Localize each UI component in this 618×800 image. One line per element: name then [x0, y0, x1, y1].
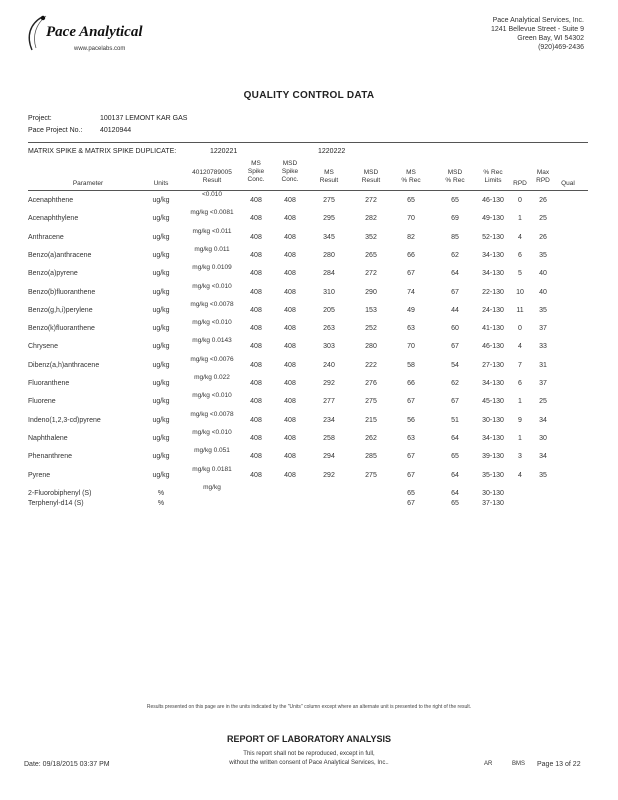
cell-result: mg/kg: [203, 483, 221, 491]
cell-msd-result: 262: [365, 434, 377, 442]
cell-ms-rec: 56: [407, 416, 415, 424]
cell-limits: 46-130: [482, 197, 504, 204]
cell-max-rpd: 35: [539, 251, 547, 259]
cell-max-rpd: 33: [539, 343, 547, 351]
cell-ms-spike: 408: [250, 471, 262, 479]
col-msd-result: MSD Result: [361, 169, 381, 184]
cell-max-rpd: 40: [539, 288, 547, 296]
cell-msd-rec: 51: [451, 416, 459, 424]
section-id-ms: 1220221: [210, 148, 238, 155]
cell-ms-rec: 67: [407, 270, 415, 278]
cell-rpd: 4: [518, 343, 522, 351]
cell-limits: 22-130: [482, 288, 504, 296]
cell-result: mg/kg <0.010: [192, 428, 232, 436]
cell-msd-spike: 408: [284, 251, 296, 259]
cell-ms-rec: 82: [407, 233, 415, 241]
pace-logo: [22, 14, 142, 62]
cell-limits: 34-130: [482, 270, 504, 278]
cell-units: %: [157, 499, 165, 507]
cell-ms-result: 284: [323, 270, 335, 278]
cell-max-rpd: 25: [539, 215, 547, 223]
logo-url: www.pacelabs.com: [74, 46, 126, 52]
cell-ms-rec: 49: [407, 306, 415, 314]
cell-ms-spike: 408: [250, 251, 262, 259]
cell-msd-rec: 64: [451, 471, 459, 479]
cell-msd-result: 153: [365, 306, 377, 314]
address-line: (920)469-2436: [538, 44, 584, 51]
cell-ms-result: 263: [323, 325, 335, 333]
cell-result: mg/kg 0.011: [194, 245, 230, 253]
cell-param: Acenaphthylene: [28, 215, 79, 223]
col-msd-rec: MSD % Rec: [445, 169, 465, 184]
col-ms-spike: MS Spike Conc.: [247, 160, 265, 183]
initials: AR: [484, 761, 493, 767]
disclaimer: This report shall not be reproduced, except in full, without the written consent of Pace Analytical Services, Inc..: [229, 751, 389, 766]
section-label: MATRIX SPIKE & MATRIX SPIKE DUPLICATE:: [28, 148, 177, 155]
cell-msd-rec: 65: [451, 197, 459, 204]
cell-result: mg/kg 0.0109: [192, 264, 232, 272]
bms-marker: BMS: [512, 761, 526, 767]
cell-limits: 39-130: [482, 453, 504, 461]
cell-msd-result: 290: [365, 288, 377, 296]
cell-result: mg/kg <0.0078: [190, 300, 234, 308]
units-note: Results presented on this page are in the units indicated by the "Units" column except where an alternate unit is presented to the right of the result.: [146, 704, 472, 710]
cell-limits: 46-130: [482, 343, 504, 351]
cell-msd-result: 352: [365, 233, 377, 241]
cell-result: mg/kg <0.011: [192, 227, 232, 235]
cell-max-rpd: 35: [539, 306, 547, 314]
cell-ms-result: 292: [323, 471, 335, 479]
cell-result: mg/kg <0.010: [192, 319, 232, 327]
page-number: Page 13 of 22: [537, 761, 581, 768]
cell-ms-spike: 408: [250, 343, 262, 351]
cell-ms-rec: 67: [407, 471, 415, 479]
cell-ms-result: 258: [323, 434, 335, 442]
cell-limits: 52-130: [482, 233, 504, 241]
address-line: 1241 Bellevue Street - Suite 9: [490, 26, 584, 33]
section-id-msd: 1220222: [318, 148, 346, 155]
cell-ms-result: 205: [323, 306, 335, 314]
cell-msd-spike: 408: [284, 215, 296, 223]
cell-ms-spike: 408: [250, 233, 262, 241]
cell-ms-rec: 66: [407, 251, 415, 259]
cell-ms-spike: 408: [250, 361, 262, 369]
col-limits: % Rec Limits: [483, 169, 503, 184]
cell-max-rpd: 34: [539, 416, 547, 424]
cell-msd-rec: 67: [451, 398, 459, 406]
cell-max-rpd: 40: [539, 270, 547, 278]
cell-limits: 27-130: [482, 361, 504, 369]
cell-msd-result: 275: [365, 471, 377, 479]
cell-ms-spike: 408: [250, 270, 262, 278]
cell-ms-rec: 67: [407, 453, 415, 461]
col-msd-spike: MSD Spike Conc.: [281, 160, 299, 183]
cell-ms-spike: 408: [250, 197, 262, 204]
cell-ms-rec: 70: [407, 215, 415, 223]
cell-msd-rec: 69: [451, 215, 459, 223]
cell-ms-result: 303: [323, 343, 335, 351]
cell-msd-spike: 408: [284, 471, 296, 479]
cell-rpd: 3: [518, 453, 522, 461]
cell-ms-spike: 408: [250, 398, 262, 406]
cell-msd-spike: 408: [284, 288, 296, 296]
cell-param: Chrysene: [28, 343, 58, 351]
cell-msd-result: 285: [365, 453, 377, 461]
cell-rpd: 0: [518, 197, 522, 204]
cell-msd-spike: 408: [284, 416, 296, 424]
cell-param: Benzo(g,h,i)perylene: [28, 306, 93, 314]
cell-param: Benzo(a)pyrene: [28, 270, 78, 278]
cell-param: Indeno(1,2,3-cd)pyrene: [28, 416, 101, 424]
cell-ms-result: 292: [323, 380, 335, 387]
col-ms-rec: MS % Rec: [401, 169, 421, 184]
cell-limits: 45-130: [482, 398, 504, 406]
cell-ms-spike: 408: [250, 453, 262, 461]
address-line: Green Bay, WI 54302: [517, 35, 584, 42]
project-value: 100137 LEMONT KAR GAS: [100, 115, 188, 122]
cell-units: ug/kg: [152, 343, 170, 351]
cell-msd-spike: 408: [284, 453, 296, 461]
cell-result: mg/kg 0.0181: [192, 465, 232, 473]
cell-limits: 34-130: [482, 434, 504, 442]
cell-rpd: 6: [518, 380, 522, 387]
cell-msd-rec: 60: [451, 325, 459, 333]
col-result: 40120789005 Result: [192, 169, 232, 184]
cell-msd-result: 275: [365, 398, 377, 406]
cell-limits: 34-130: [482, 251, 504, 259]
cell-units: ug/kg: [152, 197, 170, 204]
lab-address: [491, 16, 584, 52]
cell-units: ug/kg: [152, 471, 170, 479]
cell-ms-rec: 66: [407, 380, 415, 387]
cell-msd-rec: 67: [451, 343, 459, 351]
cell-ms-spike: 408: [250, 288, 262, 296]
cell-param: 2-Fluorobiphenyl (S): [28, 489, 92, 497]
cell-param: Benzo(k)fluoranthene: [28, 325, 95, 333]
cell-msd-rec: 65: [451, 499, 459, 507]
cell-rpd: 11: [516, 306, 524, 314]
cell-msd-spike: 408: [284, 361, 296, 369]
cell-msd-rec: 64: [451, 270, 459, 278]
col-parameter: Parameter: [72, 180, 104, 187]
cell-msd-result: 265: [365, 251, 377, 259]
cell-result: mg/kg <0.0078: [190, 410, 234, 418]
cell-rpd: 4: [518, 471, 522, 479]
cell-max-rpd: 26: [539, 233, 547, 241]
cell-ms-spike: 408: [250, 215, 262, 223]
cell-msd-rec: 67: [451, 288, 459, 296]
cell-ms-spike: 408: [250, 325, 262, 333]
cell-units: ug/kg: [152, 251, 170, 259]
cell-ms-rec: 63: [407, 434, 415, 442]
cell-limits: 34-130: [482, 380, 504, 387]
cell-result: mg/kg 0.0143: [192, 337, 232, 345]
cell-msd-rec: 54: [451, 361, 459, 369]
cell-ms-rec: 65: [407, 197, 415, 204]
cell-ms-rec: 74: [407, 288, 415, 296]
cell-msd-spike: 408: [284, 398, 296, 406]
divider: [28, 142, 588, 143]
cell-max-rpd: 35: [539, 471, 547, 479]
cell-result: mg/kg 0.022: [194, 374, 230, 381]
cell-rpd: 10: [516, 288, 524, 296]
cell-limits: 24-130: [482, 306, 504, 314]
cell-msd-result: 215: [365, 416, 377, 424]
cell-param: Dibenz(a,h)anthracene: [28, 361, 100, 369]
cell-max-rpd: 31: [539, 361, 547, 369]
cell-param: Fluoranthene: [28, 380, 70, 387]
cell-msd-rec: 62: [451, 251, 459, 259]
cell-units: ug/kg: [152, 233, 170, 241]
cell-ms-result: 240: [323, 361, 335, 369]
cell-units: ug/kg: [152, 361, 170, 369]
cell-limits: 30-130: [482, 416, 504, 424]
pace-project-label: Pace Project No.:: [28, 127, 83, 134]
cell-units: ug/kg: [152, 434, 170, 442]
col-qual: Qual: [561, 180, 575, 187]
cell-units: ug/kg: [152, 398, 170, 406]
cell-param: Benzo(a)anthracene: [28, 251, 92, 259]
page-title: QUALITY CONTROL DATA: [243, 90, 375, 101]
cell-max-rpd: 30: [539, 434, 547, 442]
project-label: Project:: [28, 115, 52, 122]
cell-ms-result: 310: [323, 288, 335, 296]
cell-param: Naphthalene: [28, 434, 68, 442]
col-units: Units: [153, 180, 169, 187]
cell-msd-result: 282: [365, 215, 377, 223]
pace-project-value: 40120944: [100, 127, 132, 134]
cell-ms-spike: 408: [250, 380, 262, 387]
cell-rpd: 6: [518, 251, 522, 259]
cell-msd-result: 252: [365, 325, 377, 333]
cell-result: mg/kg 0.051: [194, 447, 230, 455]
cell-param: Fluorene: [28, 398, 56, 406]
cell-msd-rec: 65: [451, 453, 459, 461]
cell-units: ug/kg: [152, 416, 170, 424]
cell-rpd: 5: [518, 270, 522, 278]
cell-ms-spike: 408: [250, 416, 262, 424]
cell-msd-spike: 408: [284, 343, 296, 351]
cell-msd-rec: 44: [451, 306, 459, 314]
cell-units: %: [157, 489, 165, 497]
cell-result: mg/kg <0.010: [192, 282, 232, 290]
cell-result: mg/kg <0.010: [192, 392, 232, 400]
cell-max-rpd: 34: [539, 453, 547, 461]
cell-param: Phenanthrene: [28, 453, 72, 461]
address-line: Pace Analytical Services, Inc.: [492, 17, 584, 24]
cell-msd-rec: 62: [451, 380, 459, 387]
cell-units: ug/kg: [152, 306, 170, 314]
cell-param: Pyrene: [28, 471, 51, 479]
cell-msd-result: 222: [365, 361, 377, 369]
cell-param: Benzo(b)fluoranthene: [28, 288, 96, 296]
cell-units: ug/kg: [152, 453, 170, 461]
cell-ms-result: 234: [323, 416, 335, 424]
cell-msd-spike: 408: [284, 434, 296, 442]
cell-ms-rec: 65: [407, 489, 415, 497]
cell-limits: 41-130: [482, 325, 504, 333]
cell-units: ug/kg: [152, 270, 170, 278]
pace-project-row: [28, 127, 132, 134]
cell-ms-rec: 63: [407, 325, 415, 333]
cell-max-rpd: 37: [539, 380, 547, 387]
cell-units: ug/kg: [152, 288, 170, 296]
cell-rpd: 1: [518, 215, 522, 223]
col-rpd: RPD: [513, 180, 527, 187]
cell-ms-result: 345: [323, 233, 335, 241]
cell-max-rpd: 37: [539, 325, 547, 333]
cell-rpd: 4: [518, 233, 522, 241]
cell-ms-result: 280: [323, 251, 335, 259]
cell-msd-spike: 408: [284, 325, 296, 333]
cell-msd-result: 276: [365, 380, 377, 387]
cell-rpd: 9: [518, 416, 522, 424]
cell-param: Terphenyl-d14 (S): [28, 499, 84, 507]
cell-max-rpd: 26: [539, 197, 547, 204]
cell-msd-rec: 85: [451, 233, 459, 241]
cell-rpd: 0: [518, 325, 522, 333]
cell-limits: 35-130: [482, 471, 504, 479]
cell-ms-rec: 67: [407, 398, 415, 406]
cell-ms-result: 294: [323, 453, 335, 461]
cell-msd-spike: 408: [284, 380, 296, 387]
cell-ms-result: 277: [323, 398, 335, 406]
cell-limits: 30-130: [482, 489, 504, 497]
cell-units: ug/kg: [152, 380, 170, 387]
logo-text: Pace Analytical: [46, 24, 143, 40]
cell-rpd: 1: [518, 434, 522, 442]
header-divider: [28, 190, 588, 191]
cell-units: ug/kg: [152, 215, 170, 223]
cell-rpd: 7: [518, 361, 522, 369]
cell-msd-result: 280: [365, 343, 377, 351]
cell-msd-spike: 408: [284, 270, 296, 278]
cell-result: mg/kg <0.0076: [190, 355, 234, 363]
cell-ms-spike: 408: [250, 434, 262, 442]
cell-msd-spike: 408: [284, 306, 296, 314]
cell-limits: 37-130: [482, 499, 504, 507]
cell-max-rpd: 25: [539, 398, 547, 406]
cell-param: Acenaphthene: [28, 197, 74, 204]
cell-msd-rec: 64: [451, 489, 459, 497]
cell-ms-rec: 67: [407, 499, 415, 507]
report-title: REPORT OF LABORATORY ANALYSIS: [226, 734, 392, 744]
cell-ms-result: 295: [323, 215, 335, 223]
cell-msd-rec: 64: [451, 434, 459, 442]
cell-param: Anthracene: [28, 233, 64, 241]
project-row: [28, 115, 188, 122]
col-ms-result: MS Result: [319, 169, 339, 184]
cell-ms-rec: 58: [407, 361, 415, 369]
cell-ms-rec: 70: [407, 343, 415, 351]
cell-msd-result: 272: [365, 270, 377, 278]
cell-msd-result: 272: [365, 197, 377, 204]
cell-rpd: 1: [518, 398, 522, 406]
cell-msd-spike: 408: [284, 197, 296, 204]
cell-ms-result: 275: [323, 197, 335, 204]
cell-result: <0.010: [201, 191, 223, 198]
cell-result: mg/kg <0.0081: [190, 209, 234, 217]
cell-msd-spike: 408: [284, 233, 296, 241]
cell-ms-spike: 408: [250, 306, 262, 314]
cell-limits: 49-130: [482, 215, 504, 223]
col-max-rpd: Max RPD: [536, 169, 550, 184]
cell-units: ug/kg: [152, 325, 170, 333]
report-date: Date: 09/18/2015 03:37 PM: [24, 761, 110, 768]
